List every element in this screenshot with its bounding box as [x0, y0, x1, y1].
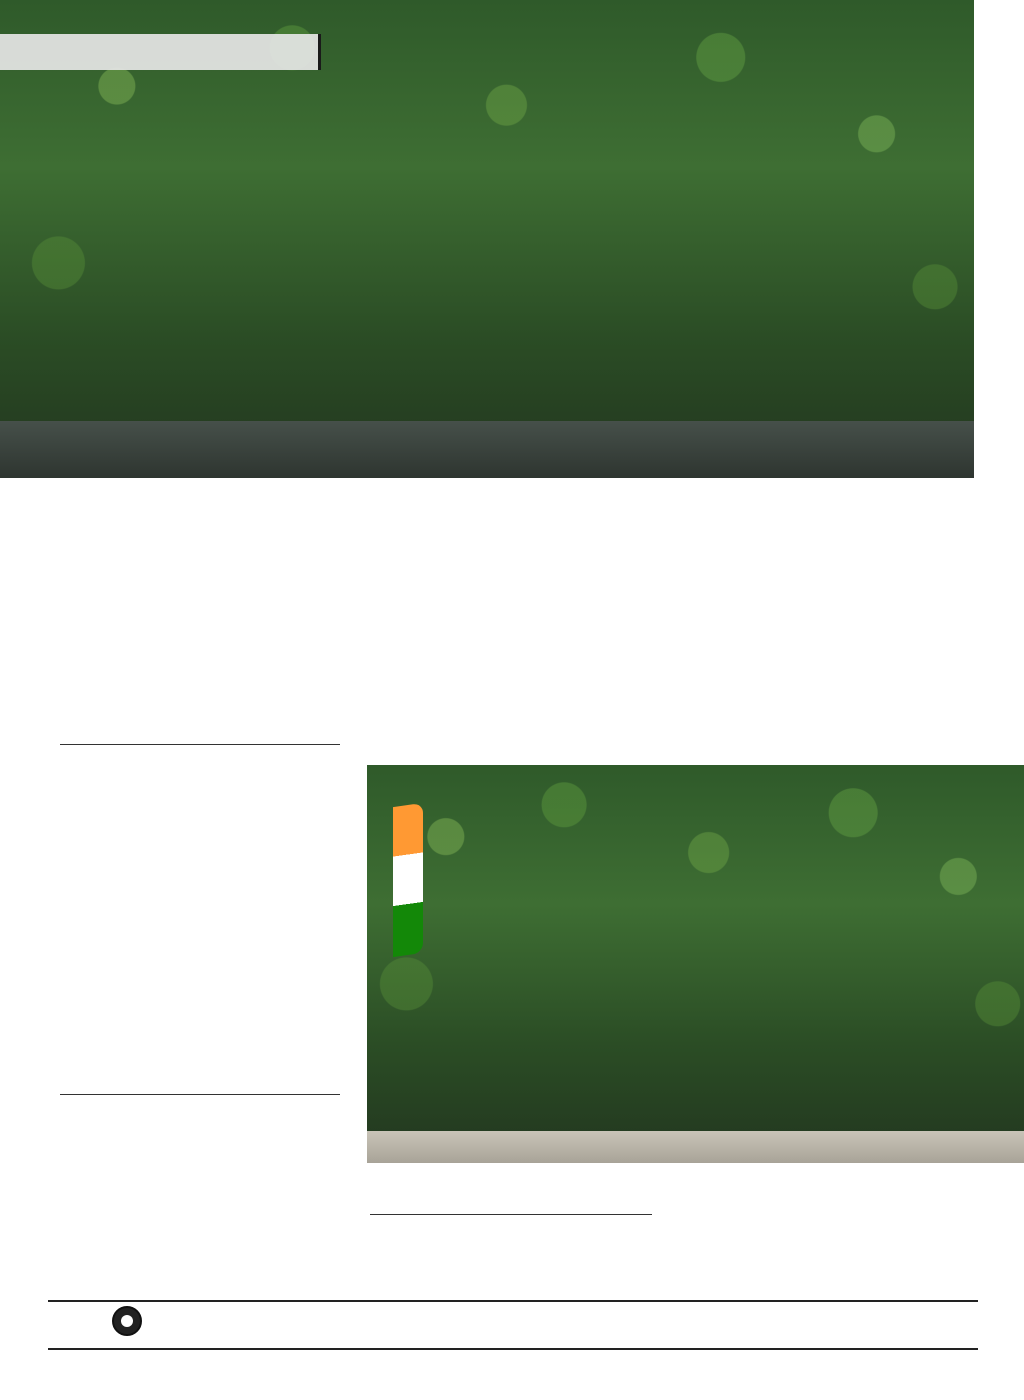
rule-poonam — [370, 1214, 652, 1215]
indian-flag — [393, 803, 423, 957]
footer-top-rule — [48, 1300, 978, 1302]
footer-bottom-rule — [48, 1348, 978, 1350]
hedge-background — [367, 765, 1024, 1163]
top-team-photo — [0, 0, 974, 478]
hedge-background — [0, 0, 974, 478]
section-label-box — [0, 34, 321, 70]
rule-smriti — [60, 1094, 340, 1095]
group-photo — [367, 765, 1024, 1163]
floor — [0, 421, 974, 478]
floor — [367, 1131, 1024, 1163]
magazine-logo-icon — [112, 1306, 142, 1336]
headline — [40, 493, 990, 579]
rule-mithali — [60, 744, 340, 745]
